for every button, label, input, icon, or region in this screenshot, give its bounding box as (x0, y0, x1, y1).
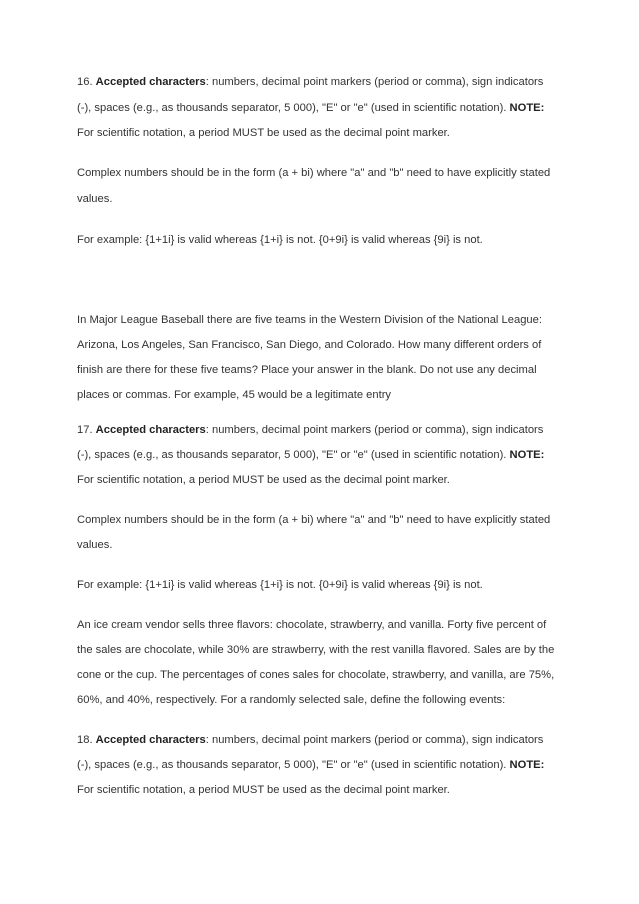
baseball-line-4: places or commas. For example, 45 would be a legitimate entry (77, 389, 392, 401)
q16-note-label: NOTE: (509, 102, 545, 114)
q16-line-1 (77, 75, 543, 89)
icecream-line-1: An ice cream vendor sells three flavors: chocolate, strawberry, and vanilla. Forty five percent of (77, 619, 547, 631)
q17-line-2 (77, 448, 544, 462)
q16-accepted-label: Accepted characters (95, 76, 206, 88)
q18-line-1 (77, 733, 543, 747)
baseball-line-3: finish are there for these five teams? Place your answer in the blank. Do not use any decimal (77, 364, 537, 376)
q18-note-label: NOTE: (509, 759, 545, 771)
icecream-line-2: the sales are chocolate, while 30% are strawberry, with the rest vanilla flavored. Sales are by the (77, 644, 555, 656)
baseball-line-2: Arizona, Los Angeles, San Francisco, San Diego, and Colorado. How many different orders of (77, 339, 542, 351)
q17-complex-line-2: values. (77, 539, 113, 551)
q17-note-label: NOTE: (509, 449, 545, 461)
q17-line-1 (77, 423, 543, 437)
q16-line-3: For scientific notation, a period MUST be used as the decimal point marker. (77, 127, 450, 139)
q16-line-2-text: (-), spaces (e.g., as thousands separator, 5 000), "E" or "e" (used in scientific notation). (77, 102, 510, 114)
q17-line-3: For scientific notation, a period MUST be used as the decimal point marker. (77, 474, 450, 486)
q17-line-1-text: : numbers, decimal point markers (period or comma), sign indicators (205, 424, 544, 436)
icecream-line-3: cone or the cup. The percentages of cones sales for chocolate, strawberry, and vanilla, are 75%, (77, 669, 555, 681)
q18-line-1-text: : numbers, decimal point markers (period or comma), sign indicators (205, 734, 544, 746)
q17-accepted-label: Accepted characters (95, 424, 206, 436)
q18-line-3: For scientific notation, a period MUST be used as the decimal point marker. (77, 784, 450, 796)
q16-example: For example: {1+1i} is valid whereas {1+i} is not. {0+9i} is valid whereas {9i} is not. (77, 234, 483, 246)
baseball-line-1: In Major League Baseball there are five teams in the Western Division of the National League: (77, 314, 542, 326)
q16-complex-line-2: values. (77, 193, 113, 205)
q17-example: For example: {1+1i} is valid whereas {1+i} is not. {0+9i} is valid whereas {9i} is not. (77, 579, 483, 591)
q17-line-2-text: (-), spaces (e.g., as thousands separator, 5 000), "E" or "e" (used in scientific notation). (77, 449, 510, 461)
q18-accepted-label: Accepted characters (95, 734, 206, 746)
icecream-line-4: 60%, and 40%, respectively. For a randomly selected sale, define the following events: (77, 694, 506, 706)
q17-complex-line-1: Complex numbers should be in the form (a + bi) where "a" and "b" need to have explicitly stated (77, 514, 551, 526)
q16-line-1-text: : numbers, decimal point markers (period or comma), sign indicators (205, 76, 544, 88)
q18-line-2 (77, 758, 544, 772)
q16-complex-line-1: Complex numbers should be in the form (a + bi) where "a" and "b" need to have explicitly stated (77, 167, 551, 179)
q17-number: 17. (77, 424, 96, 436)
q18-number: 18. (77, 734, 96, 746)
q16-line-2 (77, 101, 544, 115)
q18-line-2-text: (-), spaces (e.g., as thousands separator, 5 000), "E" or "e" (used in scientific notation). (77, 759, 510, 771)
q16-number: 16. (77, 76, 96, 88)
